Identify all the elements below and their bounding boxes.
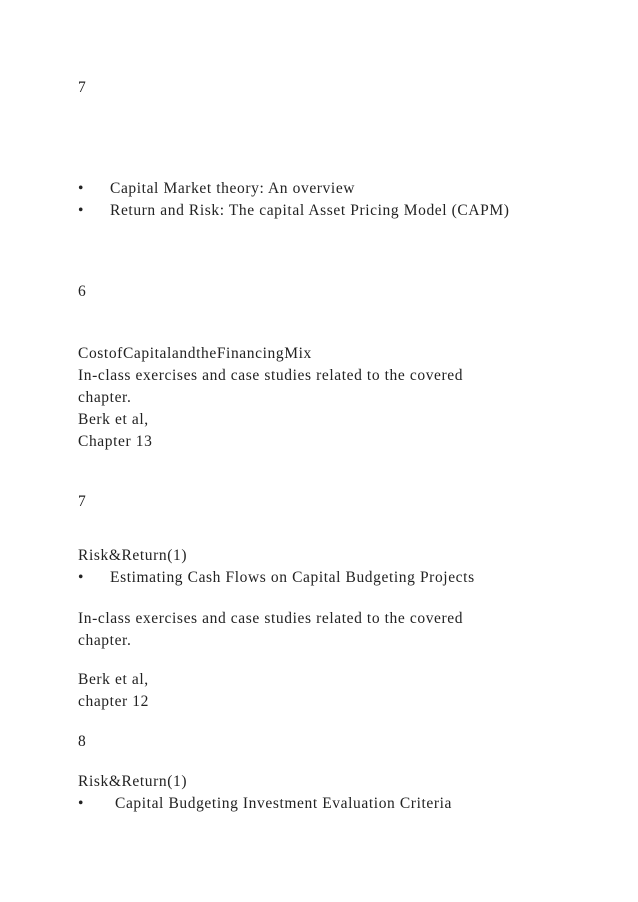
text-line: In-class exercises and case studies related to the covered	[78, 610, 464, 627]
bullet-marker: •	[78, 180, 85, 197]
bullet-item	[78, 200, 510, 222]
text-line: chapter.	[78, 389, 132, 406]
text-line: chapter.	[78, 632, 132, 649]
week-number: 6	[78, 283, 87, 300]
reference-line: Chapter 13	[78, 433, 153, 450]
bullet-text: Estimating Cash Flows on Capital Budgeting Projects	[110, 569, 475, 586]
bullet-marker: •	[78, 795, 85, 812]
week-number: 7	[78, 493, 87, 510]
bullet-marker: •	[78, 569, 85, 586]
bullet-text: Return and Risk: The capital Asset Pricing Model (CAPM)	[110, 202, 510, 219]
topic-title: Risk&Return(1)	[78, 773, 188, 790]
week-number: 7	[78, 79, 87, 96]
topic-title: Risk&Return(1)	[78, 547, 188, 564]
reference-line: chapter 12	[78, 693, 149, 710]
reference-line: Berk et al,	[78, 671, 149, 688]
bullet-item	[78, 178, 355, 200]
bullet-text: Capital Market theory: An overview	[110, 180, 356, 197]
week-number: 8	[78, 733, 87, 750]
reference-line: Berk et al,	[78, 411, 149, 428]
text-line: In-class exercises and case studies related to the covered	[78, 367, 464, 384]
bullet-item	[78, 567, 475, 589]
bullet-item	[78, 793, 452, 815]
bullet-text: Capital Budgeting Investment Evaluation Criteria	[115, 795, 453, 812]
topic-title: CostofCapitalandtheFinancingMix	[78, 345, 312, 362]
bullet-marker: •	[78, 202, 85, 219]
